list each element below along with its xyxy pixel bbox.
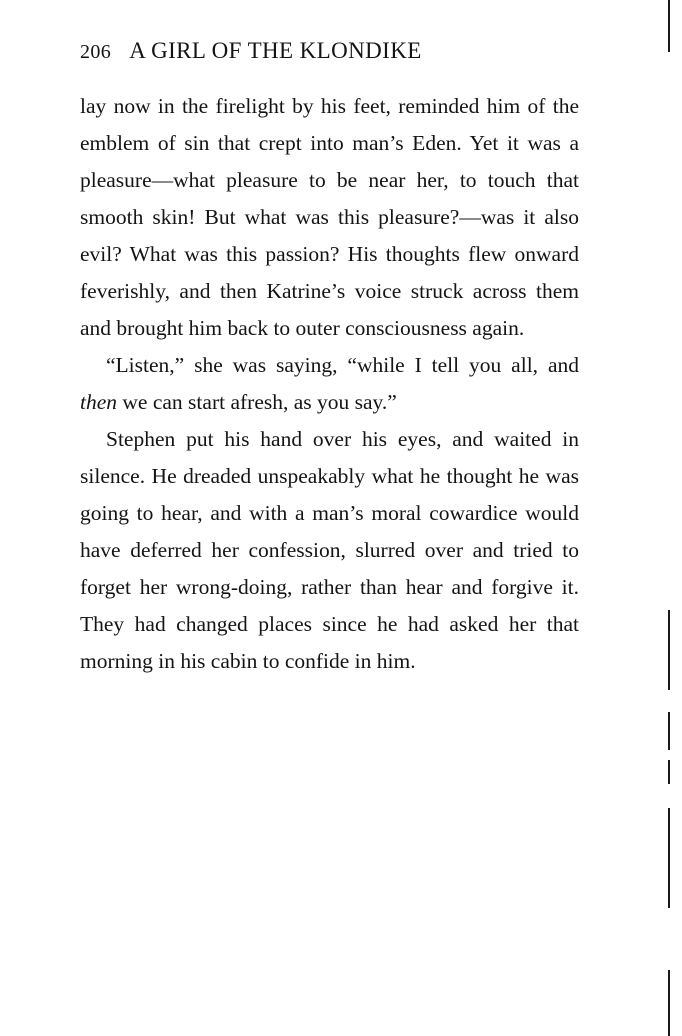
text-run: we can start afresh, as you say.” xyxy=(117,390,397,414)
scan-edge-mark xyxy=(668,0,670,52)
scan-edge-mark xyxy=(668,808,670,908)
body-text xyxy=(80,88,579,680)
page-number: 206 xyxy=(80,41,112,63)
paragraph xyxy=(80,88,579,347)
text-run: “Listen,” she was saying, “while I tell you all, and xyxy=(106,353,579,377)
italic-text: then xyxy=(80,390,118,414)
running-head xyxy=(80,38,579,76)
running-title: A GIRL OF THE KLONDIKE xyxy=(129,38,422,63)
scan-edge-mark xyxy=(668,610,670,690)
scan-edge-mark xyxy=(668,712,670,750)
text-run: Stephen put his hand over his eyes, and waited in silence. He dreaded unspeakably what he thought he was going to hear, and with a man’s moral cowardice would have deferred her confession, slurred over and tried to forget her wrong-doing, rather than hear and forgive it. They had changed places since he had asked her that morning in his cabin to confide in him. xyxy=(80,427,579,673)
paragraph xyxy=(80,347,579,421)
text-run: lay now in the firelight by his feet, reminded him of the emblem of sin that crept into man’s Eden. Yet it was a pleasure—what pleasure to be near her, to touch that smooth skin! But what was this pleasure?—was it also evil? What was this passion? His thoughts flew onward feverishly, and then Katrine’s voice struck across them and brought him back to outer consciousness again. xyxy=(80,94,579,340)
paragraph xyxy=(80,421,579,680)
scan-edge-mark xyxy=(668,970,670,1036)
scan-edge-mark xyxy=(668,760,670,784)
book-page xyxy=(80,38,579,680)
